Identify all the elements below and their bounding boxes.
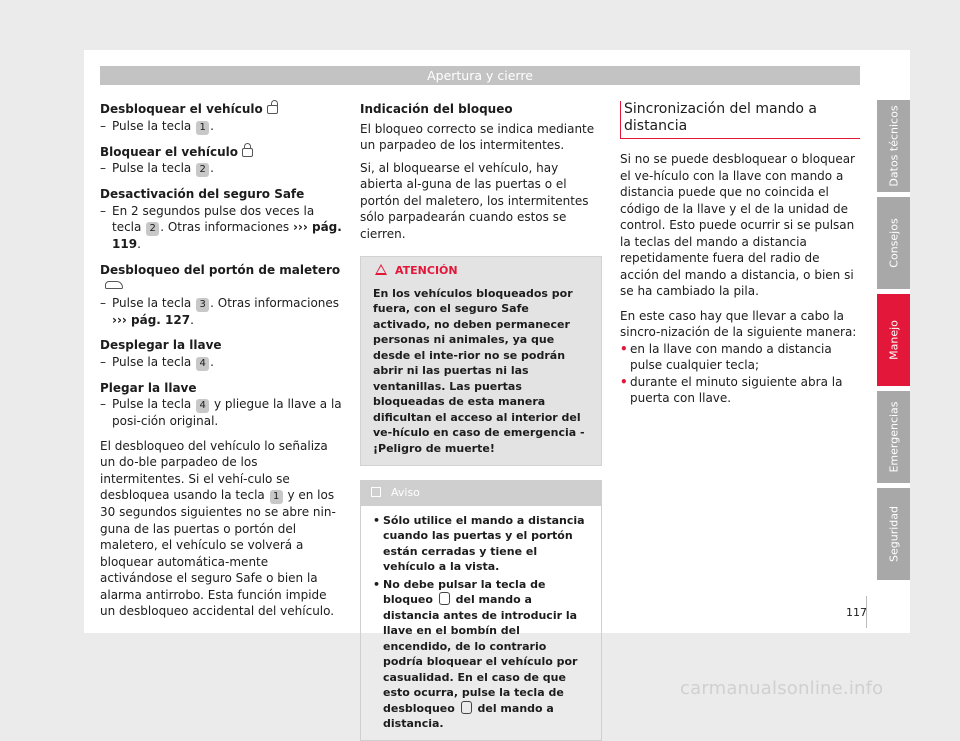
deploy-step: – Pulse la tecla 4 .: [100, 354, 214, 369]
warning-triangle-icon: [375, 264, 387, 275]
note-box: [360, 480, 602, 741]
tab-emergencias[interactable]: Emergencias: [877, 391, 910, 483]
car-trunk-icon: [105, 281, 123, 289]
sync-bullet: • en la llave con mando a distancia pulse cualquier tecla;: [620, 341, 832, 372]
page-reference-link[interactable]: ››› pág. 119: [112, 220, 342, 251]
lock-indication-text: El bloqueo correcto se indica mediante un parpadeo de los intermitentes.: [360, 121, 595, 152]
note-text: [361, 506, 601, 740]
warning-box: [360, 256, 602, 466]
key-badge: 1: [270, 490, 283, 504]
unlock-icon: [267, 105, 278, 114]
key-badge: 2: [146, 222, 159, 236]
note-icon: [371, 487, 381, 497]
tab-datos-tecnicos[interactable]: Datos técnicos: [877, 100, 910, 192]
watermark: carmanualsonline.info: [680, 678, 884, 699]
sync-paragraph: Si no se puede desbloquear o bloquear el ve-hículo con la llave con mando a distancia puede que no coincida el código de la llave y el de la unidad de control. Esto puede ocurrir si se pulsan la teclas del mando a distancia repetidamente fuera del radio de acción del mando a distancia, o bien si se ha cambiado la pila.: [620, 152, 855, 298]
lock-icon: [242, 148, 253, 157]
key-badge: 3: [196, 298, 209, 312]
key-badge: 4: [196, 399, 209, 413]
tab-manejo[interactable]: Manejo: [877, 294, 910, 386]
lock-heading: Bloquear el vehículo: [100, 144, 342, 161]
trunk-step: – Pulse la tecla 3 . Otras informaciones ››› pág. 127.: [100, 295, 340, 327]
note-bullet: • No debe pulsar la tecla de bloqueo del mando a distancia antes de introducir la llave en el bombín del encendido, de lo contrario podría bloquear el vehículo por casualidad. En el caso de que esto ocurra, pulse la tecla de desbloqueo del mando a distancia.: [373, 577, 578, 730]
page-header: Apertura y cierre: [100, 66, 860, 85]
lock-key-icon: [439, 592, 450, 605]
unlock-step: – Pulse la tecla 1 .: [100, 118, 214, 133]
deploy-heading: Desplegar la llave: [100, 338, 222, 352]
column-middle: [360, 96, 602, 741]
key-badge: 4: [196, 357, 209, 371]
key-badge: 1: [196, 121, 209, 135]
note-header: Aviso: [361, 481, 601, 506]
column-left: [100, 96, 342, 620]
sync-bullet: • durante el minuto siguiente abra la puerta con llave.: [620, 374, 843, 405]
note-bullet: • Sólo utilice el mando a distancia cuando las puertas y el portón están cerradas y tiene el vehículo a la vista.: [373, 513, 585, 573]
lock-indication-heading: Indicación del bloqueo: [360, 102, 513, 116]
fold-heading: Plegar la llave: [100, 380, 197, 395]
fold-step: – Pulse la tecla 4 y pliegue la llave a la posi-ción original.: [100, 397, 342, 428]
tab-seguridad[interactable]: Seguridad: [877, 488, 910, 580]
page-reference-link[interactable]: ››› pág. 127: [112, 312, 191, 327]
unlock-heading: Desbloquear el vehículo: [100, 101, 342, 118]
key-badge: 2: [196, 163, 209, 177]
unlock-key-icon: [461, 701, 472, 714]
warning-text: En los vehículos bloqueados por fuera, con el seguro Safe activado, no deben permanecer personas ni animales, ya que desde el inte-rior no se podrán abrir ni las puertas ni las ventanillas. Las puertas bloqueadas de esta manera dificultan el acceso al interior del ve-hículo en caso de emergencia - ¡Peligro de muerte!: [373, 286, 585, 455]
tab-consejos[interactable]: Consejos: [877, 197, 910, 289]
section-title: Sincronización del mando a distancia: [620, 101, 860, 139]
safe-heading: Desactivación del seguro Safe: [100, 187, 305, 201]
page-number: 117: [846, 606, 867, 619]
column-right: [620, 96, 860, 407]
warning-header: ATENCIÓN: [361, 257, 601, 284]
lock-step: – Pulse la tecla 2 .: [100, 161, 214, 175]
safe-step: – En 2 segundos pulse dos veces la tecla 2 . Otras informaciones ››› pág. 119.: [100, 203, 342, 251]
unlock-paragraph: El desbloqueo del vehículo lo señaliza un do-ble parpadeo de los intermitentes. Si el vehí-culo se desbloquea usando la tecla 1 y en los 30 segundos siguientes no se abre nin-guna de las puertas o portón del maletero, el vehículo se volverá a bloquear automática-mente activándose el seguro Safe o bien la alarma antirrobo. Esta función impide un desbloqueo accidental del vehículo.: [100, 438, 336, 618]
trunk-heading: Desbloqueo del portón de maletero: [100, 262, 342, 295]
sync-paragraph-2: En este caso hay que llevar a cabo la sincro-nización de la siguiente manera:: [620, 308, 857, 339]
lock-indication-text-2: Si, al bloquearse el vehículo, hay abierta al-guna de las puertas o el portón del maletero, los intermitentes sólo parpadearán cuando estos se cierren.: [360, 160, 589, 241]
